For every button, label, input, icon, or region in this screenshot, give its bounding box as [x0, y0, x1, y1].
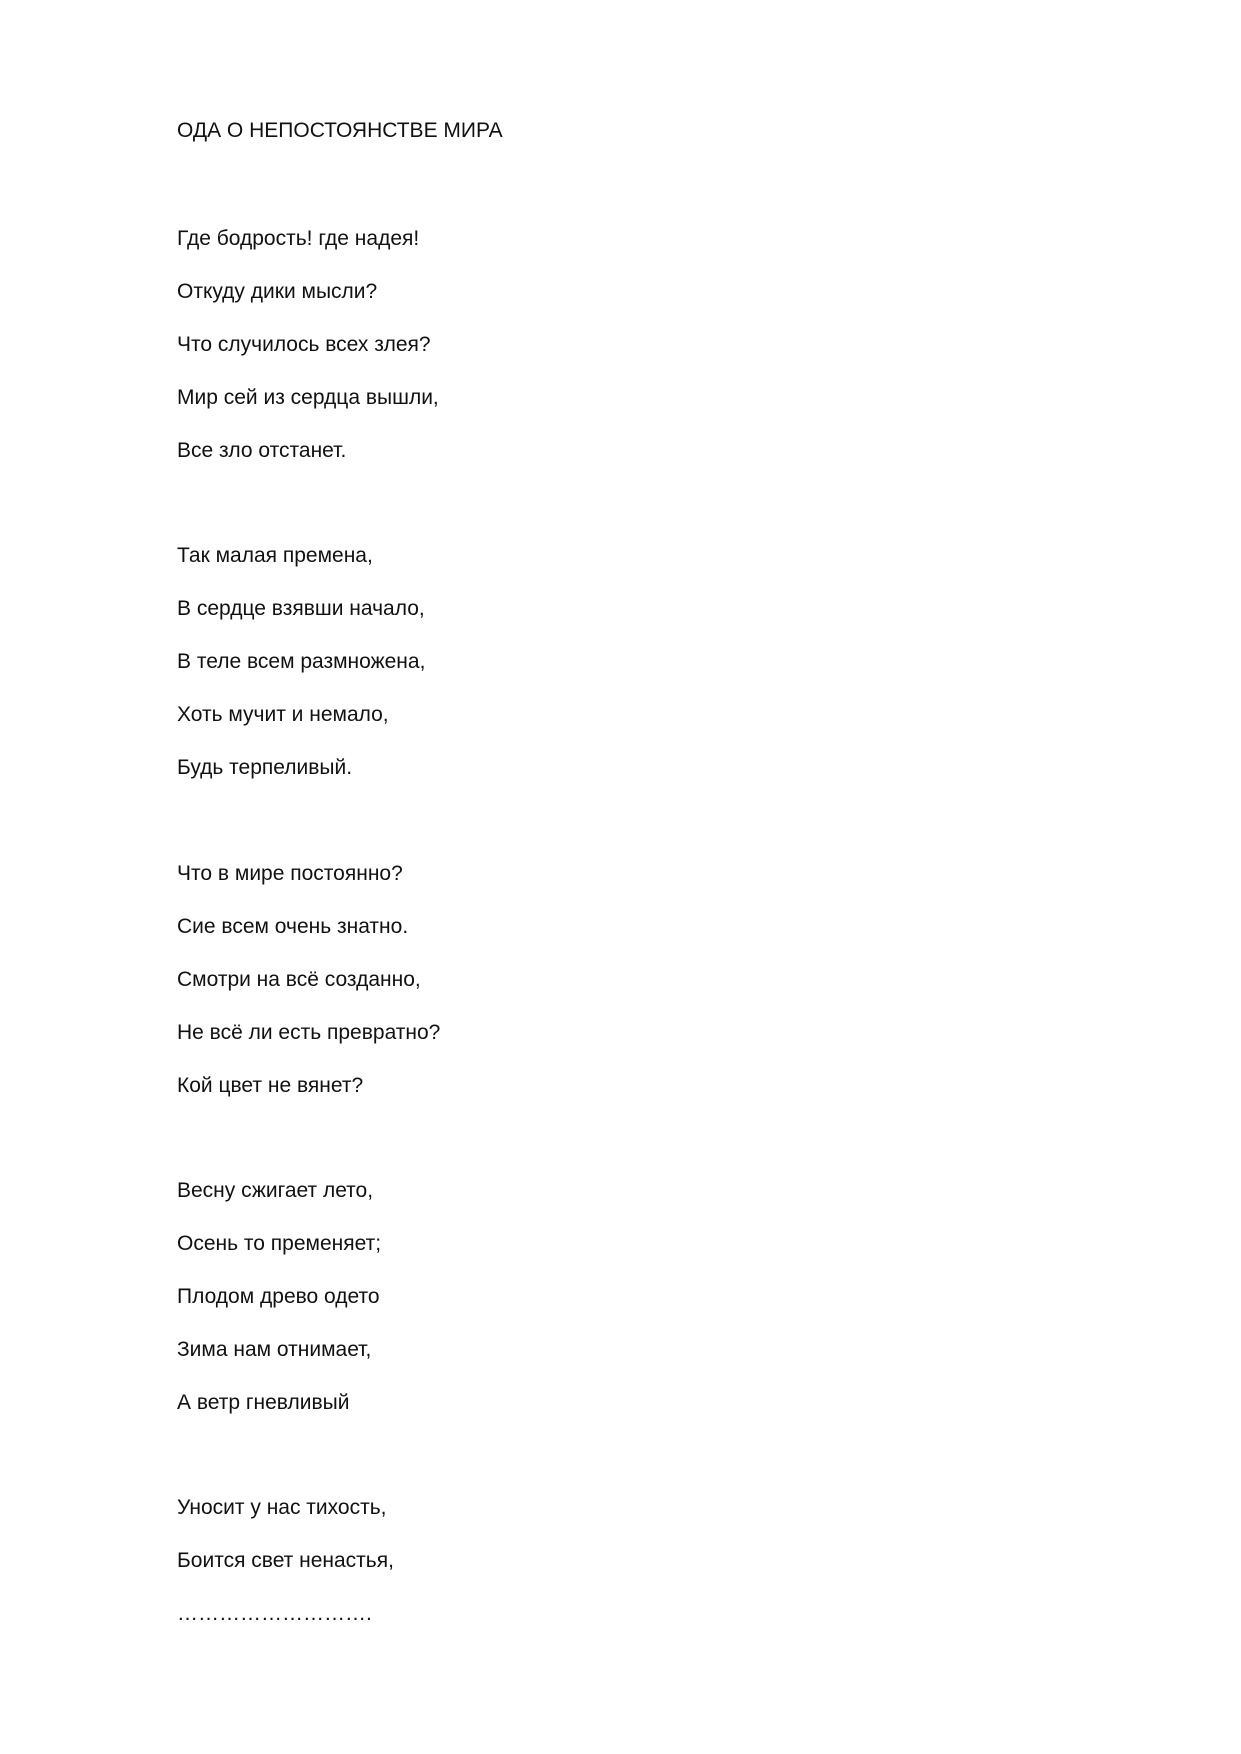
poem-line: Будь терпеливый.	[177, 756, 353, 779]
poem-line: В сердце взявши начало,	[177, 597, 425, 620]
poem-line: А ветр гневливый	[177, 1391, 350, 1414]
poem-line: Сие всем очень знатно.	[177, 915, 409, 938]
poem-line: В теле всем размножена,	[177, 650, 426, 673]
poem-line: Так малая премена,	[177, 544, 373, 567]
poem-line: Откуду дики мысли?	[177, 280, 378, 303]
poem-line: Осень то пременяет;	[177, 1232, 382, 1255]
poem-line: Боится свет ненастья,	[177, 1549, 394, 1572]
poem-line: Что случилось всех злея?	[177, 333, 431, 356]
poem-line: Все зло отстанет.	[177, 439, 347, 462]
poem-line: Кой цвет не вянет?	[177, 1074, 364, 1097]
poem-line: Мир сей из сердца вышли,	[177, 386, 439, 409]
poem-line: Плодом древо одето	[177, 1285, 380, 1308]
poem-line: Зима нам отнимает,	[177, 1338, 372, 1361]
poem-line: Хоть мучит и немало,	[177, 703, 389, 726]
poem-line: Что в мире постоянно?	[177, 862, 403, 885]
ellipsis-line: ……………………….	[177, 1602, 372, 1625]
poem-line: Не всё ли есть превратно?	[177, 1021, 441, 1044]
poem-line: Весну сжигает лето,	[177, 1179, 374, 1202]
poem-line: Смотри на всё созданно,	[177, 968, 421, 991]
poem-line: Уносит у нас тихость,	[177, 1496, 387, 1519]
poem-title: ОДА О НЕПОСТОЯНСТВЕ МИРА	[177, 119, 503, 142]
poem-line: Где бодрость! где надея!	[177, 227, 420, 250]
